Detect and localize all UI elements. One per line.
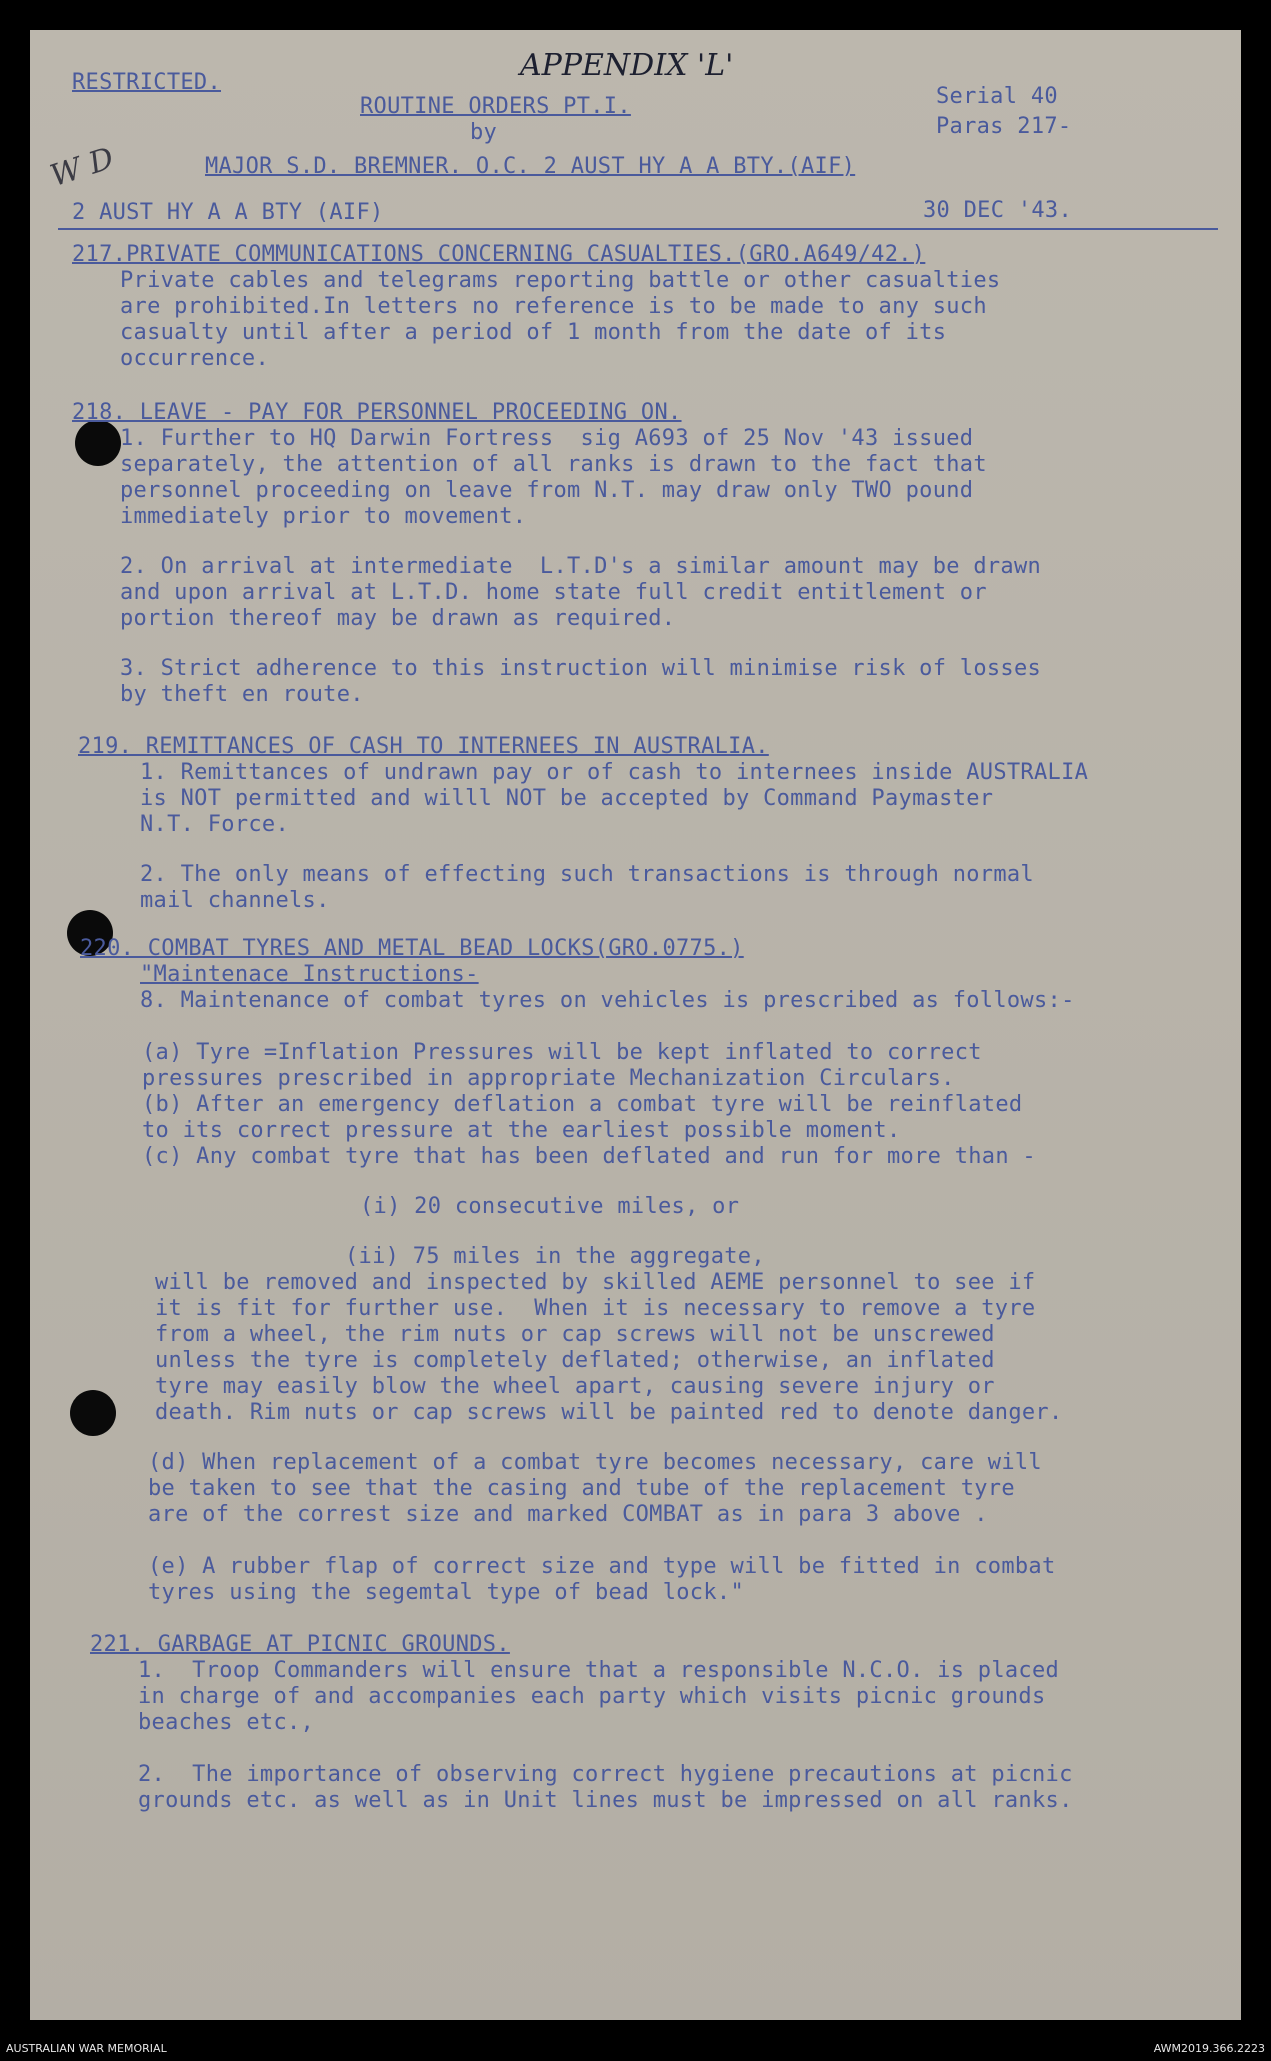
para-219-heading: 219. REMITTANCES OF CASH TO INTERNEES IN AUSTRALIA. [78,734,769,759]
para-217-line: are prohibited.In letters no reference is to be made to any such [120,294,987,319]
para-218-line: and upon arrival at L.T.D. home state full credit entitlement or [120,580,987,605]
appendix-handwriting: APPENDIX 'L' [520,48,734,83]
para-219-line: is NOT permitted and willl NOT be accepted by Command Paymaster [140,786,994,811]
para-220-heading: 220. COMBAT TYRES AND METAL BEAD LOCKS(GRO.0775.) [80,936,744,961]
para-220-line: tyres using the segemtal type of bead lock." [148,1580,744,1605]
para-218-line: immediately prior to movement. [120,504,527,529]
para-219-line: mail channels. [140,888,330,913]
para-218-line: portion thereof may be drawn as required. [120,606,676,631]
para-220-line: (i) 20 consecutive miles, or [360,1194,740,1219]
para-220-line: (a) Tyre =Inflation Pressures will be kept inflated to correct [142,1040,982,1065]
author-line: MAJOR S.D. BREMNER. O.C. 2 AUST HY A A BTY.(AIF) [205,154,856,179]
para-220-line: will be removed and inspected by skilled AEME personnel to see if [155,1270,1036,1295]
para-219-line: 1. Remittances of undrawn pay or of cash to internees inside AUSTRALIA [140,760,1089,785]
footer-accession: AWM2019.366.2223 [1153,2042,1265,2055]
header-rule [58,228,1218,230]
para-220-intro: 8. Maintenance of combat tyres on vehicles is prescribed as follows:- [140,988,1075,1013]
para-221-line: 2. The importance of observing correct hygiene precautions at picnic [138,1762,1073,1787]
para-220-line: be taken to see that the casing and tube of the replacement tyre [148,1476,1015,1501]
paras-label: Paras 217- [936,114,1072,139]
unit-label: 2 AUST HY A A BTY (AIF) [72,200,384,225]
para-220-line: to its correct pressure at the earliest possible moment. [142,1118,901,1143]
para-220-line: from a wheel, the rim nuts or cap screws will not be unscrewed [155,1322,995,1347]
para-217-heading: 217.PRIVATE COMMUNICATIONS CONCERNING CASUALTIES.(GRO.A649/42.) [72,242,926,267]
punch-hole [70,1390,116,1436]
para-220-line: death. Rim nuts or cap screws will be painted red to denote danger. [155,1400,1063,1425]
serial-label: Serial 40 [936,84,1058,109]
para-219-line: 2. The only means of effecting such transactions is through normal [140,862,1034,887]
para-219-line: N.T. Force. [140,812,289,837]
para-220-line: (b) After an emergency deflation a combat tyre will be reinflated [142,1092,1023,1117]
restricted-label: RESTRICTED. [72,70,221,95]
para-220-line: (e) A rubber flap of correct size and type will be fitted in combat [148,1554,1056,1579]
para-218-line: 2. On arrival at intermediate L.T.D's a similar amount may be drawn [120,554,1042,579]
document-page [30,30,1241,2020]
punch-hole [75,420,121,466]
by-label: by [470,120,498,145]
para-220-line: (c) Any combat tyre that has been deflated and run for more than - [142,1144,1036,1169]
para-220-line: unless the tyre is completely deflated; otherwise, an inflated [155,1348,995,1373]
para-220-line: pressures prescribed in appropriate Mechanization Circulars. [142,1066,955,1091]
para-218-line: by theft en route. [120,682,364,707]
para-221-line: grounds etc. as well as in Unit lines must be impressed on all ranks. [138,1788,1073,1813]
para-217-line: occurrence. [120,346,269,371]
para-221-line: in charge of and accompanies each party which visits picnic grounds [138,1684,1046,1709]
footer-source: AUSTRALIAN WAR MEMORIAL [6,2042,167,2055]
para-221-line: beaches etc., [138,1710,315,1735]
para-220-line: tyre may easily blow the wheel apart, causing severe injury or [155,1374,995,1399]
para-218-heading: 218. LEAVE - PAY FOR PERSONNEL PROCEEDING ON. [72,400,682,425]
para-220-line: it is fit for further use. When it is necessary to remove a tyre [155,1296,1036,1321]
para-218-line: 3. Strict adherence to this instruction will minimise risk of losses [120,656,1042,681]
routine-orders-title: ROUTINE ORDERS PT.I. [360,94,631,119]
para-217-line: Private cables and telegrams reporting battle or other casualties [120,268,1001,293]
para-221-line: 1. Troop Commanders will ensure that a responsible N.C.O. is placed [138,1658,1060,1683]
margin-handwriting: W D [46,140,119,195]
para-221-heading: 221. GARBAGE AT PICNIC GROUNDS. [90,1632,510,1657]
para-217-line: casualty until after a period of 1 month from the date of its [120,320,947,345]
para-220-quote-head: "Maintenace Instructions- [140,962,479,987]
date-label: 30 DEC '43. [923,198,1072,223]
para-220-line: are of the correst size and marked COMBAT as in para 3 above . [148,1502,988,1527]
para-220-line: (d) When replacement of a combat tyre becomes necessary, care will [148,1450,1042,1475]
para-220-line: (ii) 75 miles in the aggregate, [345,1244,765,1269]
para-218-line: personnel proceeding on leave from N.T. may draw only TWO pound [120,478,974,503]
para-218-line: 1. Further to HQ Darwin Fortress sig A693 of 25 Nov '43 issued [120,426,974,451]
para-218-line: separately, the attention of all ranks is drawn to the fact that [120,452,987,477]
